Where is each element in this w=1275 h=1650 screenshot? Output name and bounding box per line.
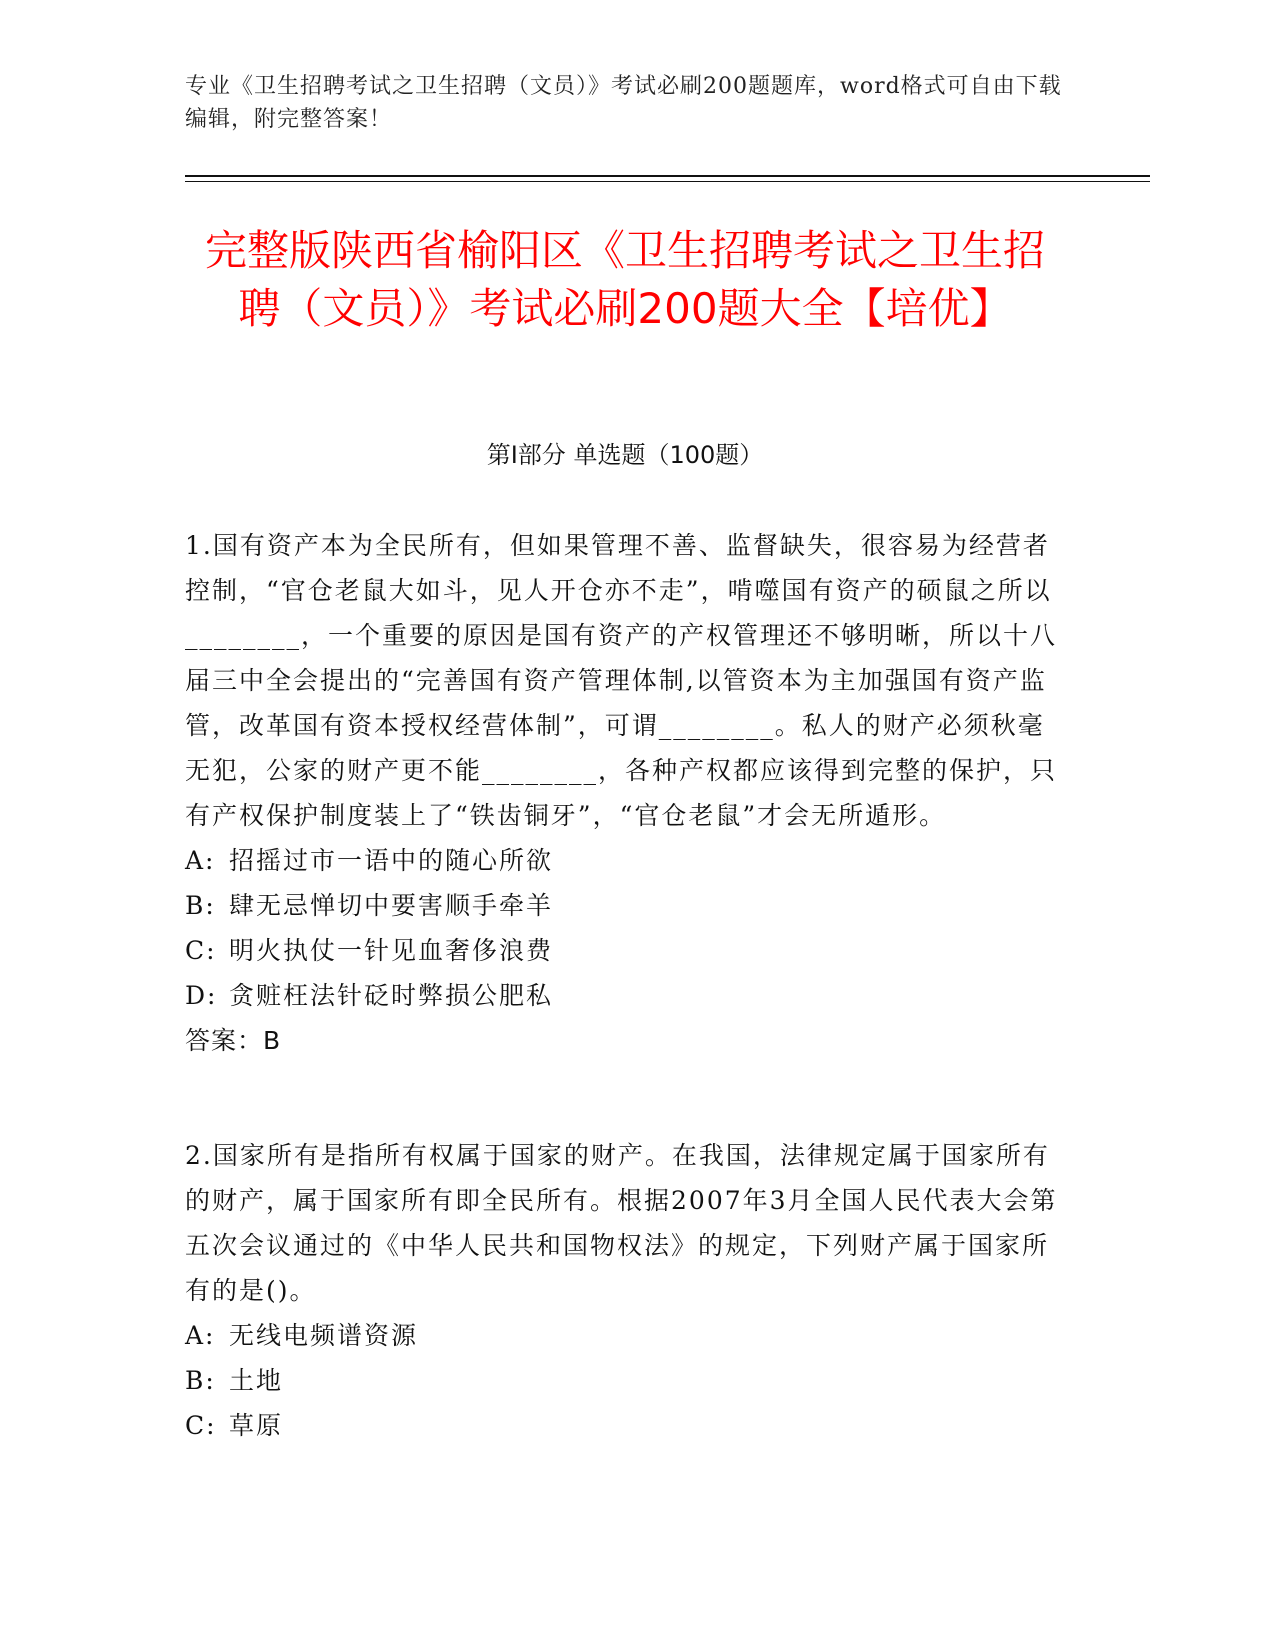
option-text: 肆无忌惮切中要害顺手牵羊 — [229, 891, 554, 920]
question-block — [185, 523, 1065, 1063]
option-key: A: — [185, 1321, 216, 1350]
section-heading: 第I部分 单选题（100题） — [486, 441, 764, 469]
option-b — [185, 883, 1065, 928]
option-text: 招摇过市一语中的随心所欲 — [229, 846, 554, 875]
option-key: C: — [185, 936, 217, 965]
header-note: 专业《卫生招聘考试之卫生招聘（文员）》考试必刷200题题库，word格式可自由下载编辑，附完整答案！ — [185, 74, 1062, 132]
option-d — [185, 973, 1065, 1018]
option-key: B: — [185, 891, 216, 920]
answer-line: 答案：B — [185, 1026, 282, 1055]
header-divider-thick — [185, 175, 1150, 177]
header-divider-thin — [185, 181, 1150, 182]
option-key: A: — [185, 846, 216, 875]
option-a — [185, 1313, 1065, 1358]
option-b — [185, 1358, 1065, 1403]
option-text: 土地 — [229, 1366, 284, 1395]
option-key: C: — [185, 1411, 217, 1440]
document-title: 完整版陕西省榆阳区《卫生招聘考试之卫生招聘（文员）》考试必刷200题大全【培优】 — [204, 226, 1045, 333]
question-stem: 1.国有资产本为全民所有，但如果管理不善、监督缺失，很容易为经营者控制，“官仓老鼠大如斗，见人开仓亦不走”，啃噬国有资产的硕鼠之所以________，一个重要的原因是国有资产的产权管理还不够明晰，所以十八届三中全会提出的“完善国有资产管理体制,以管资本为主加强国有资产监管，改革国有资本授权经营体制”，可谓________。私人的财产必须秋毫无犯，公家的财产更不能________，各种产权都应该得到完整的保护，只有产权保护制度装上了“铁齿铜牙”，“官仓老鼠”才会无所遁形。 — [185, 531, 1058, 830]
option-text: 贪赃枉法针砭时弊损公肥私 — [229, 981, 554, 1010]
option-c — [185, 1403, 1065, 1448]
option-a — [185, 838, 1065, 883]
option-c — [185, 928, 1065, 973]
option-text: 明火执仗一针见血奢侈浪费 — [229, 936, 554, 965]
option-key: B: — [185, 1366, 216, 1395]
question-stem: 2.国家所有是指所有权属于国家的财产。在我国，法律规定属于国家所有的财产，属于国家所有即全民所有。根据2007年3月全国人民代表大会第五次会议通过的《中华人民共和国物权法》的规定，下列财产属于国家所有的是()。 — [185, 1141, 1058, 1305]
question-block — [185, 1133, 1065, 1448]
option-key: D: — [185, 981, 218, 1010]
option-text: 无线电频谱资源 — [229, 1321, 419, 1350]
option-text: 草原 — [229, 1411, 284, 1440]
